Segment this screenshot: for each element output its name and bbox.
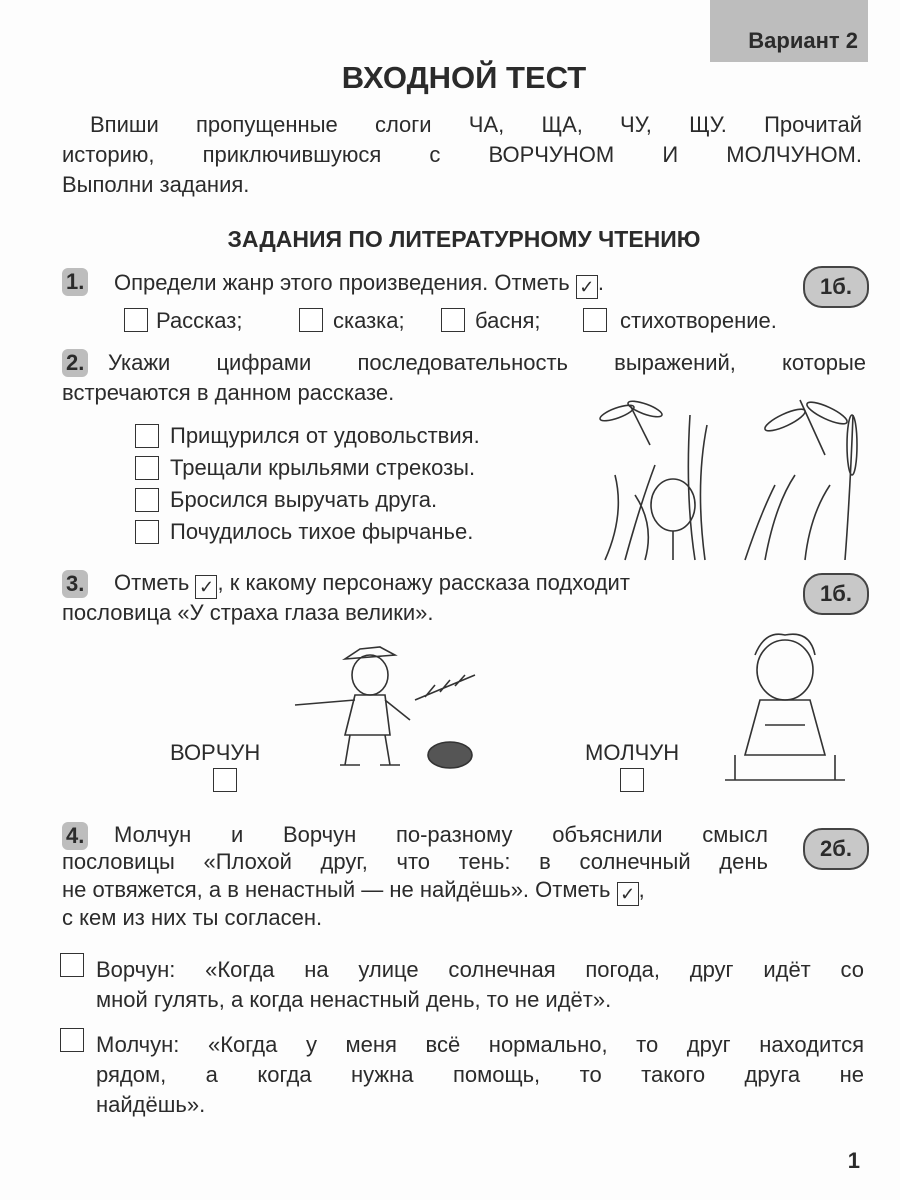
option-checkbox[interactable] — [583, 308, 607, 332]
question-2-text: встречаются в данном рассказе. — [62, 380, 395, 405]
variant-text: Вариант 2 — [748, 28, 858, 53]
check-icon: ✓ — [576, 275, 598, 299]
phrase-item: Прищурился от удовольствия. — [170, 423, 480, 448]
answer-text: найдёшь». — [96, 1092, 206, 1117]
character-label-vorchun: ВОРЧУН — [170, 740, 261, 765]
intro-line: Впиши пропущенные слоги ЧА, ЩА, ЧУ, ЩУ. Прочитай — [90, 112, 862, 137]
phrase-item: Бросился выручать друга. — [170, 487, 438, 512]
option-label: стихотворение. — [620, 308, 777, 333]
question-1-text — [114, 270, 604, 299]
question-4-text: с кем из них ты согласен. — [62, 905, 323, 930]
answer-checkbox-molchun[interactable] — [60, 1028, 84, 1052]
option-checkbox[interactable] — [299, 308, 323, 332]
points-badge: 1б. — [803, 266, 869, 308]
points-badge: 2б. — [803, 828, 869, 870]
answer-text: Ворчун: «Когда на улице солнечная погода, друг идёт со — [96, 957, 864, 982]
option-label: Рассказ; — [156, 308, 243, 333]
question-4-text — [62, 877, 645, 906]
question-2-text: Укажи цифрами последовательность выражений, которые — [108, 350, 866, 375]
question-4-text: пословицы «Плохой друг, что тень: в солнечный день — [62, 849, 768, 874]
molchun-checkbox[interactable] — [620, 768, 644, 792]
answer-checkbox-vorchun[interactable] — [60, 953, 84, 977]
section-title: ЗАДАНИЯ ПО ЛИТЕРАТУРНОМУ ЧТЕНИЮ — [227, 226, 701, 252]
option-label: сказка; — [333, 308, 405, 333]
page-title: ВХОДНОЙ ТЕСТ — [341, 60, 587, 95]
q1-text: Определи жанр этого произведения. Отметь — [114, 270, 570, 295]
question-3-text — [114, 570, 630, 599]
intro-line: историю, приключившуюся с ВОРЧУНОМ И МОЛЧУНОМ. — [62, 142, 862, 167]
order-box[interactable] — [135, 424, 159, 448]
option-checkbox[interactable] — [124, 308, 148, 332]
option-label: басня; — [475, 308, 541, 333]
molchun-illustration — [705, 625, 865, 785]
q4-line3-end: , — [638, 877, 645, 902]
question-number: 3. — [62, 570, 88, 598]
variant-label — [710, 0, 868, 62]
vorchun-hedgehog-illustration — [285, 645, 485, 770]
phrase-item: Трещали крыльями стрекозы. — [170, 455, 476, 480]
q1-end: . — [597, 270, 604, 295]
question-number: 4. — [62, 822, 88, 850]
q3-pre: Отметь — [114, 570, 190, 595]
q4-line3: не отвяжется, а в ненастный — не найдёшь». Отметь — [62, 877, 611, 902]
check-icon: ✓ — [195, 575, 217, 599]
character-label-molchun: МОЛЧУН — [585, 740, 680, 765]
vorchun-checkbox[interactable] — [213, 768, 237, 792]
phrase-item: Почудилось тихое фырчанье. — [170, 519, 474, 544]
dragonfly-icon — [763, 398, 850, 455]
q3-rest: , к какому персонажу рассказа подходит — [217, 570, 630, 595]
order-box[interactable] — [135, 520, 159, 544]
order-box[interactable] — [135, 456, 159, 480]
dragonfly-icon — [598, 398, 663, 445]
question-3-text: пословица «У страха глаза велики». — [62, 600, 434, 625]
answer-text: рядом, а когда нужна помощь, то такого друга не — [96, 1062, 864, 1087]
check-icon: ✓ — [617, 882, 639, 906]
question-number: 1. — [62, 268, 88, 296]
dragonflies-plants-illustration — [595, 395, 865, 565]
order-box[interactable] — [135, 488, 159, 512]
option-checkbox[interactable] — [441, 308, 465, 332]
intro-line: Выполни задания. — [62, 172, 250, 197]
answer-text: Молчун: «Когда у меня всё нормально, то друг находится — [96, 1032, 864, 1057]
question-number: 2. — [62, 349, 88, 377]
answer-text: мной гулять, а когда ненастный день, то не идёт». — [96, 987, 612, 1012]
question-4-text: Молчун и Ворчун по-разному объяснили смысл — [114, 822, 768, 847]
points-badge: 1б. — [803, 573, 869, 615]
page-number: 1 — [847, 1148, 860, 1173]
